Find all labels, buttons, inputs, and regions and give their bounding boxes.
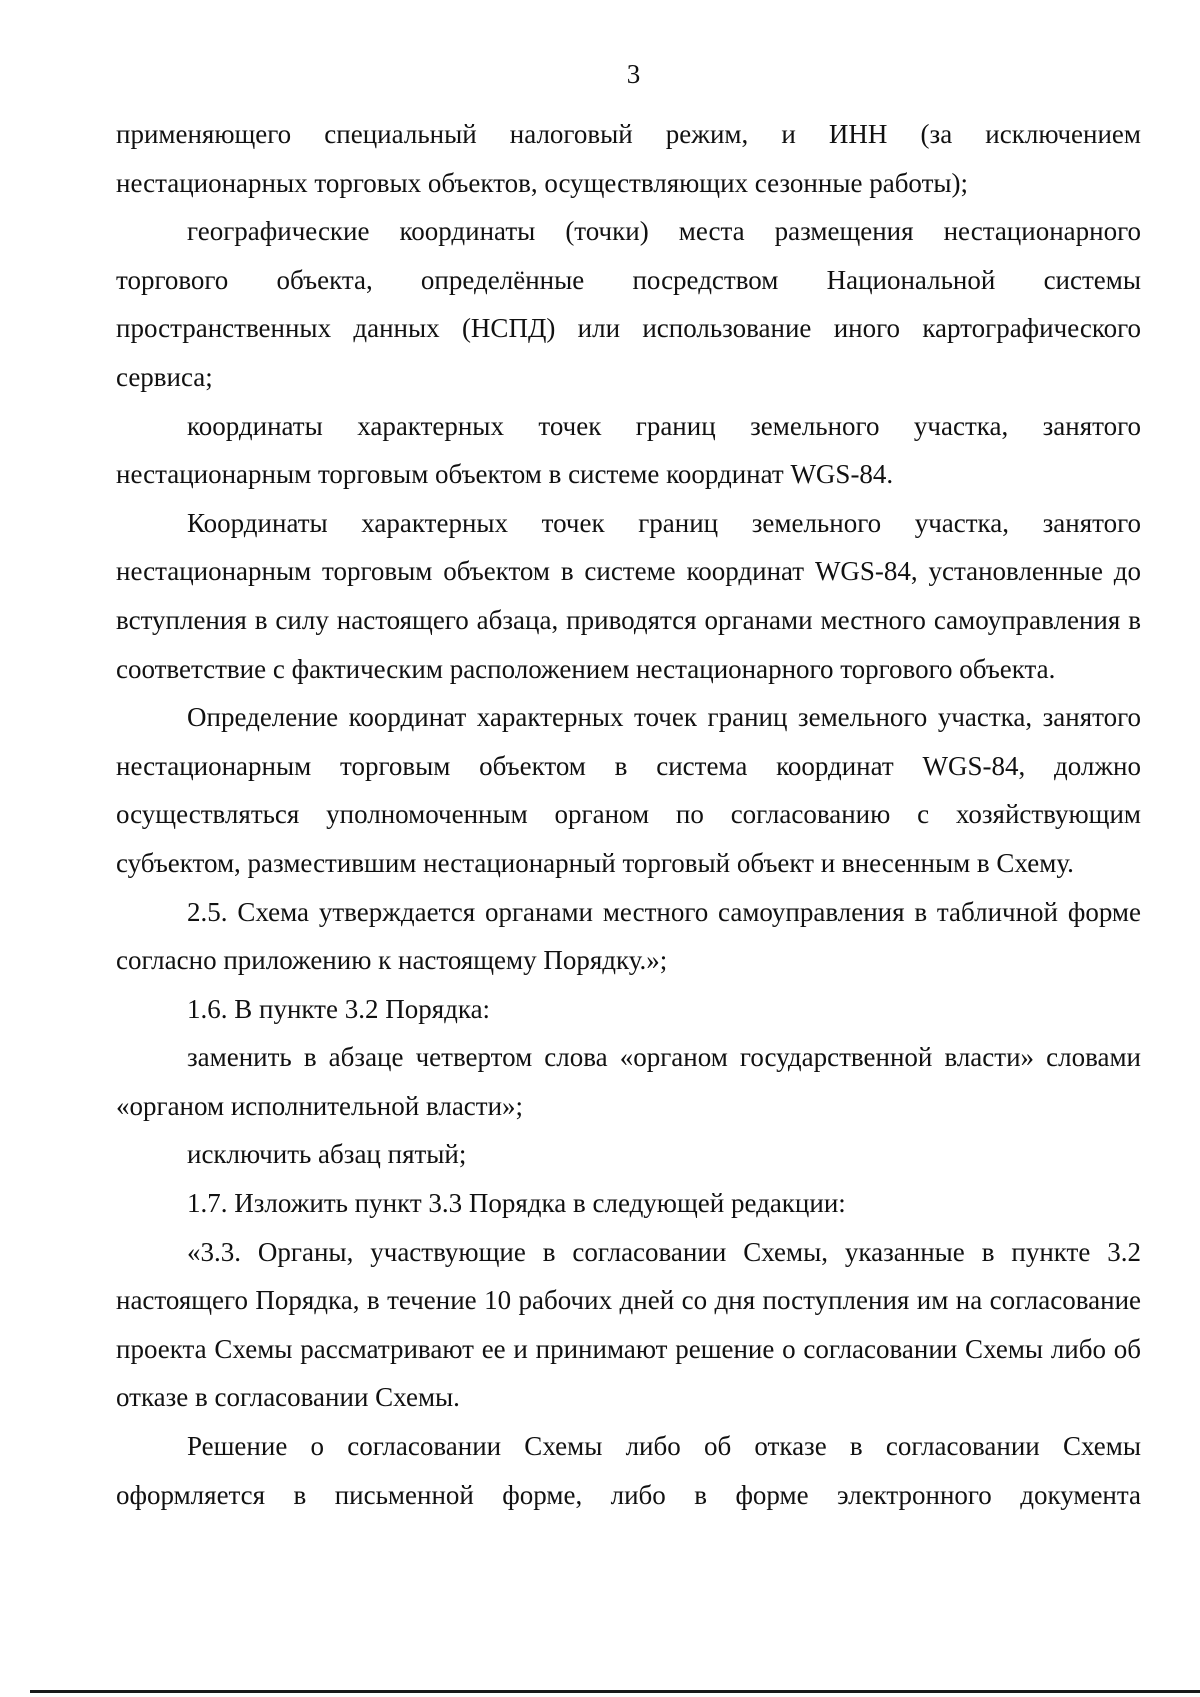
paragraph: Определение координат характерных точек границ земельного участка, занятого нестационарным торговым объектом в система координат WGS-84, должно осуществляться уполномоченным органом по согласованию с хозяйствующим субъектом, разместившим нестационарный торговый объект и внесенным в Схему. (116, 702, 1141, 878)
paragraph: 2.5. Схема утверждается органами местного самоуправления в табличной форме согласно приложению к настоящему Порядку.»; (116, 896, 1141, 976)
page-bottom-rule (30, 1690, 1200, 1693)
paragraph: Координаты характерных точек границ земельного участка, занятого нестационарным торговым объектом в системе координат WGS-84, установленные до вступления в силу настоящего абзаца, приводятся органами местного самоуправления в соответствие с фактическим расположением нестационарного торгового объекта. (116, 507, 1141, 684)
paragraph: «3.3. Органы, участвующие в согласовании Схемы, указанные в пункте 3.2 настоящего Порядка, в течение 10 рабочих дней со дня поступления им на согласование проекта Схемы рассматривают ее и принимают решение о согласовании Схемы либо об отказе в согласовании Схемы. (116, 1236, 1141, 1413)
paragraph: 1.6. В пункте 3.2 Порядка: (187, 993, 491, 1024)
paragraph: применяющего специальный налоговый режим, и ИНН (за исключением нестационарных торговых объектов, осуществляющих сезонные работы); (116, 119, 1141, 198)
paragraph: исключить абзац пятый; (187, 1139, 467, 1170)
paragraph: географические координаты (точки) места размещения нестационарного торгового объекта, определённые посредством Национальной системы пространственных данных (НСПД) или использование иного картографического сервиса; (116, 216, 1141, 392)
document-body (116, 110, 1141, 1519)
paragraph: координаты характерных точек границ земельного участка, занятого нестационарным торговым объектом в системе координат WGS-84. (116, 410, 1141, 490)
paragraph: Решение о согласовании Схемы либо об отказе в согласовании Схемы оформляется в письменной форме, либо в форме электронного документа (116, 1431, 1141, 1510)
page-number: 3 (626, 59, 641, 89)
paragraph: 1.7. Изложить пункт 3.3 Порядка в следующей редакции: (187, 1188, 846, 1219)
paragraph: заменить в абзаце четвертом слова «органом государственной власти» словами «органом исполнительной власти»; (116, 1042, 1141, 1121)
